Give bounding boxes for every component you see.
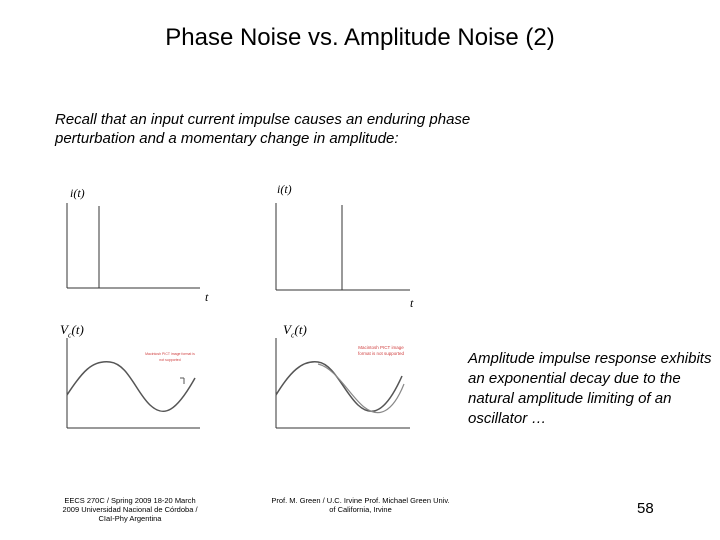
left-impulse-plot — [67, 203, 200, 288]
right-current-label: i(t) — [277, 182, 292, 196]
footer-course: EECS 270C / Spring 2009 18-20 March 2009 Universidad Nacional de Córdoba / CIaI-Phy Argentina — [62, 496, 198, 523]
left-time-label: t — [205, 290, 209, 304]
intro-text: Recall that an input current impulse causes an enduring phase perturbation and a momentary change in amplitude: — [55, 111, 471, 147]
slide-title: Phase Noise vs. Amplitude Noise (2) — [165, 24, 555, 51]
left-voltage-argument: (t) — [71, 322, 84, 337]
left-voltage-symbol: V — [60, 322, 68, 337]
right-voltage-subscript: c — [290, 330, 295, 340]
right-voltage-symbol: V — [283, 322, 291, 337]
page-number: 58 — [637, 500, 654, 517]
footer-author: Prof. M. Green / U.C. Irvine Prof. Michael Green Univ. of California, Irvine — [271, 496, 450, 514]
amplitude-note: Amplitude impulse response exhibits an exponential decay due to the natural amplitude limiting of an oscillator … — [468, 350, 712, 427]
right-voltage-argument: (t) — [294, 322, 307, 337]
right-voltage-label — [283, 322, 307, 340]
right-time-label: t — [410, 296, 414, 310]
right-impulse-plot — [276, 203, 410, 290]
left-current-label: i(t) — [70, 186, 85, 200]
left-voltage-label — [60, 322, 84, 340]
left-voltage-subscript: c — [67, 330, 72, 340]
left-pict-placeholder: Macintosh PICT image format is not supported — [145, 352, 195, 362]
right-pict-placeholder: Macintosh PICT image format is not supported — [357, 345, 405, 356]
